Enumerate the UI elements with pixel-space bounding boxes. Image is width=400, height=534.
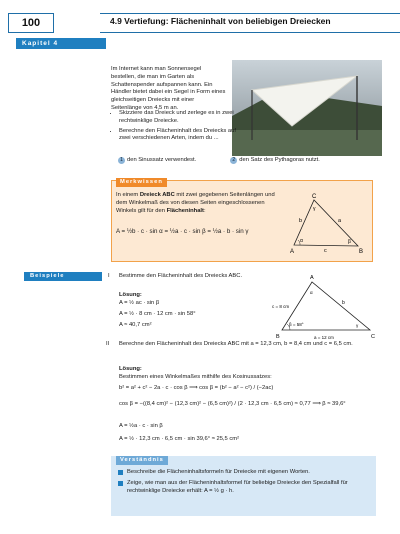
vertex-b-label: B bbox=[276, 334, 280, 340]
merkwissen-text: In einem Dreieck ABC mit zwei gegebenen Seitenlängen und dem Winkelmaß des von diesen Seiten eingeschlossenen Winkels gilt für den Flächeninhalt: bbox=[116, 192, 275, 214]
sun-sail-photo bbox=[232, 60, 382, 156]
vertex-c-label: C bbox=[312, 194, 317, 200]
example-2-line: cos β = −((8,4 cm)² − (12,3 cm)² − (6,5 cm)²) / (2 · 12,3 cm · 6,5 cm) ≈ 0,77 ⟹ β ≈ 39,6° bbox=[119, 401, 346, 407]
example-1-task: Bestimme den Flächeninhalt des Dreiecks ABC. bbox=[119, 273, 243, 279]
number-circle-icon: 1 bbox=[118, 157, 125, 164]
example-2-task: Berechne den Flächeninhalt des Dreiecks ABC mit a = 12,3 cm, b = 8,4 cm und c = 6,5 cm. bbox=[119, 341, 353, 347]
example-2-line: b² = a² + c² − 2a · c · cos β ⟹ cos β = (b² − a² − c²) / (−2ac) bbox=[119, 385, 274, 391]
vertex-a-label: A bbox=[310, 275, 314, 281]
example-2-line: A = ½ · 12,3 cm · 6,5 cm · sin 39,6° ≈ 25,5 cm² bbox=[119, 436, 240, 442]
example-2-line: A = ½a · c · sin β bbox=[119, 423, 163, 429]
page-number: 100 bbox=[8, 13, 54, 33]
number-circle-icon: 2 bbox=[230, 157, 237, 164]
example-1-number: I bbox=[108, 273, 110, 279]
merkwissen-label: Merkwissen bbox=[116, 178, 167, 187]
list-item: Zeige, wie man aus der Flächeninhaltsformel für beliebige Dreiecke den Spezialfall für rechtwinklige Dreiecke erhält: A = ½ g · h. bbox=[118, 480, 370, 496]
sun-sail-illustration bbox=[232, 60, 382, 156]
example-2-intro: Bestimmen eines Winkelmaßes mithilfe des Kosinussatzes: bbox=[119, 374, 272, 380]
vertex-c-label: C bbox=[371, 334, 375, 340]
side-b-label: b bbox=[299, 218, 303, 224]
area-formula: A = ½b · c · sin α = ½a · c · sin β = ½a · b · sin γ bbox=[116, 228, 249, 235]
task-list bbox=[111, 110, 241, 145]
side-a-label: a = 12 cm bbox=[314, 335, 334, 340]
bullet-square-icon bbox=[118, 470, 123, 475]
section-title: 4.9 Vertiefung: Flächeninhalt von beliebigen Dreiecken bbox=[110, 16, 331, 26]
example-1-line: A ≈ 40,7 cm² bbox=[119, 322, 152, 328]
example-2-number: II bbox=[106, 341, 110, 347]
angle-gamma-label: γ bbox=[356, 323, 359, 328]
option-2: 2 den Satz des Pythagoras nutzt. bbox=[230, 157, 320, 165]
verstaendnis-label: Verständnis bbox=[116, 456, 168, 465]
vertex-b-label: B bbox=[359, 249, 364, 255]
side-c-label: c = 8 cm bbox=[272, 304, 290, 309]
angle-beta-label: β = 58° bbox=[289, 322, 304, 327]
example-2-solution-label: Lösung: bbox=[119, 366, 142, 372]
vertex-a-label: A bbox=[290, 249, 295, 255]
list-item: Beschreibe die Flächeninhaltsformeln für Dreiecke mit eigenen Worten. bbox=[118, 469, 370, 477]
example-1-line: A = ½ · 8 cm · 12 cm · sin 58° bbox=[119, 311, 196, 317]
verstaendnis-list bbox=[118, 469, 370, 498]
task-item: • Skizziere das Dreieck und zerlege es in zwei rechtwinklige Dreiecke. bbox=[119, 110, 241, 126]
angle-alpha-label: α bbox=[310, 290, 313, 295]
triangle-diagram-example bbox=[268, 272, 380, 342]
option-1: 1 den Sinussatz verwendest. bbox=[118, 157, 196, 165]
angle-beta-label: β bbox=[348, 239, 351, 245]
bullet-square-icon bbox=[118, 481, 123, 486]
example-1-solution-label: Lösung: bbox=[119, 292, 142, 298]
chapter-label: Kapitel 4 bbox=[16, 38, 106, 49]
side-a-label: a bbox=[338, 218, 342, 224]
task-options bbox=[118, 157, 378, 165]
triangle-diagram-general bbox=[288, 190, 368, 258]
angle-alpha-label: α bbox=[300, 238, 303, 244]
intro-text: Im Internet kann man Sonnensegel bestellen, die man im Garten als Schattenspender aufspannen kann. Ein Händler bietet dabei ein Segel in Form eines gleichseitigen Dreiecks mit einer Seitenlänge von 4,5 m an. bbox=[111, 66, 226, 112]
beispiele-label: Beispiele bbox=[24, 272, 102, 281]
side-c-label: c bbox=[324, 248, 327, 254]
side-b-label: b bbox=[342, 300, 345, 306]
example-1-line: A = ½ ac · sin β bbox=[119, 300, 160, 306]
angle-gamma-label: γ bbox=[313, 206, 316, 212]
task-item: • Berechne den Flächeninhalt des Dreiecks auf zwei verschiedenen Arten, indem du ... bbox=[119, 128, 241, 144]
